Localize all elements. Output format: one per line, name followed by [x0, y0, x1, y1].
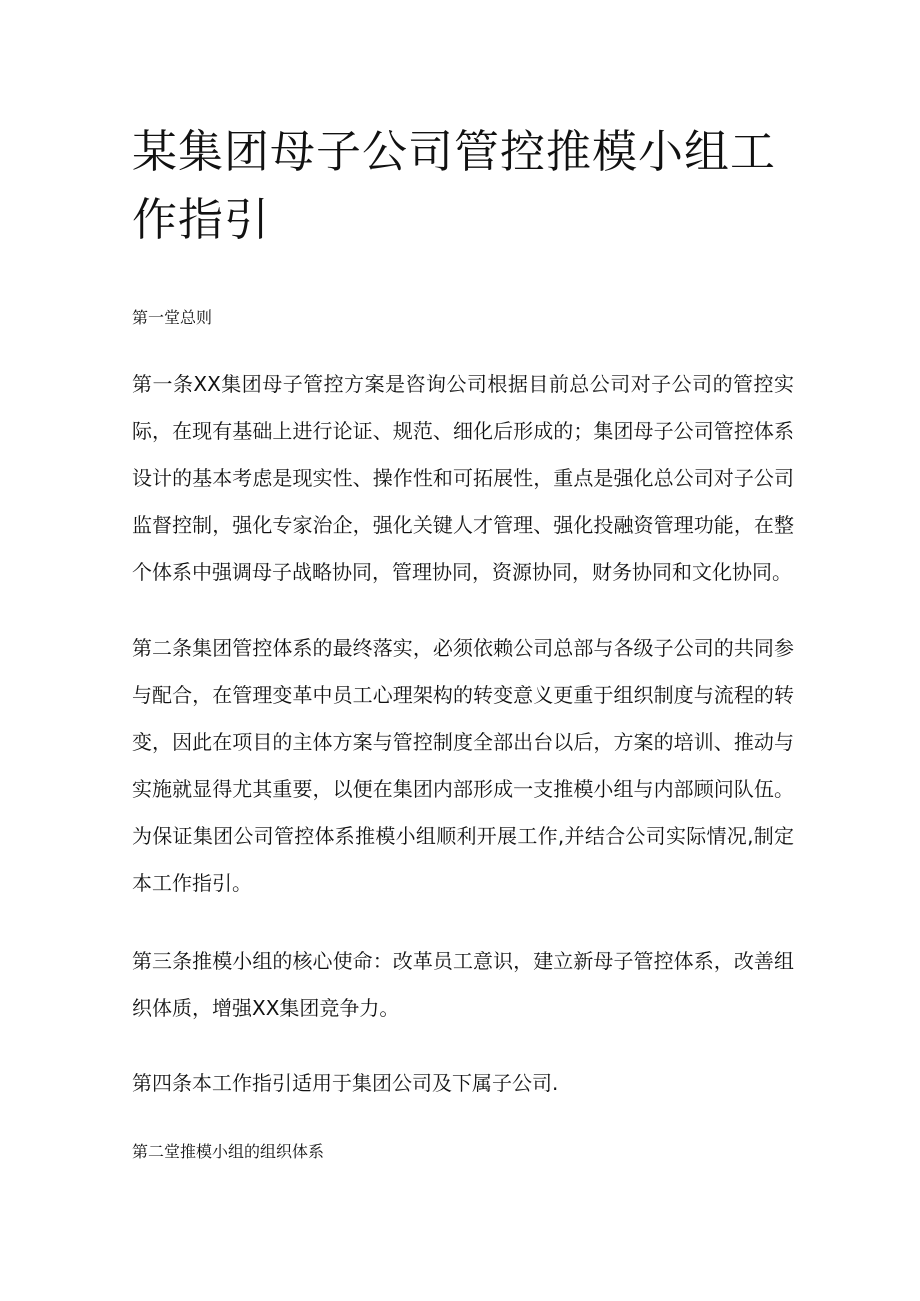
article-2: 第二条集团管控体系的最终落实，必须依赖公司总部与各级子公司的共同参与配合，在管理变革中员工心理架构的转变意义更重于组织制度与流程的转变，因此在项目的主体方案与管控制度全部出台以后，方案的培训、推动与实施就显得尤其重要，以便在集团内部形成一支推模小组与内部顾问队伍。为保证集团公司管控体系推模小组顺利开展工作,并结合公司实际情况,制定本工作指引。 — [132, 636, 794, 895]
chapter-2-heading: 第二堂推模小组的组织体系 — [132, 1142, 325, 1161]
article-1: 第一条XX集团母子管控方案是咨询公司根据目前总公司对子公司的管控实际，在现有基础上进行论证、规范、细化后形成的；集团母子公司管控体系设计的基本考虑是现实性、操作性和可拓展性，重点是强化总公司对子公司监督控制，强化专家治企，强化关键人才管理、强化投融资管理功能，在整个体系中强调母子战略协同，管理协同，资源协同，财务协同和文化协同。 — [132, 372, 794, 584]
chapter-1-heading: 第一堂总则 — [132, 308, 213, 327]
article-4: 第四条本工作指引适用于集团公司及下属子公司. — [132, 1071, 559, 1095]
document-title: 某集团母子公司管控推模小组工作指引 — [132, 125, 777, 246]
article-3: 第三条推模小组的核心使命：改革员工意识，建立新母子管控体系，改善组织体质，增强XX集团竞争力。 — [132, 949, 794, 1020]
